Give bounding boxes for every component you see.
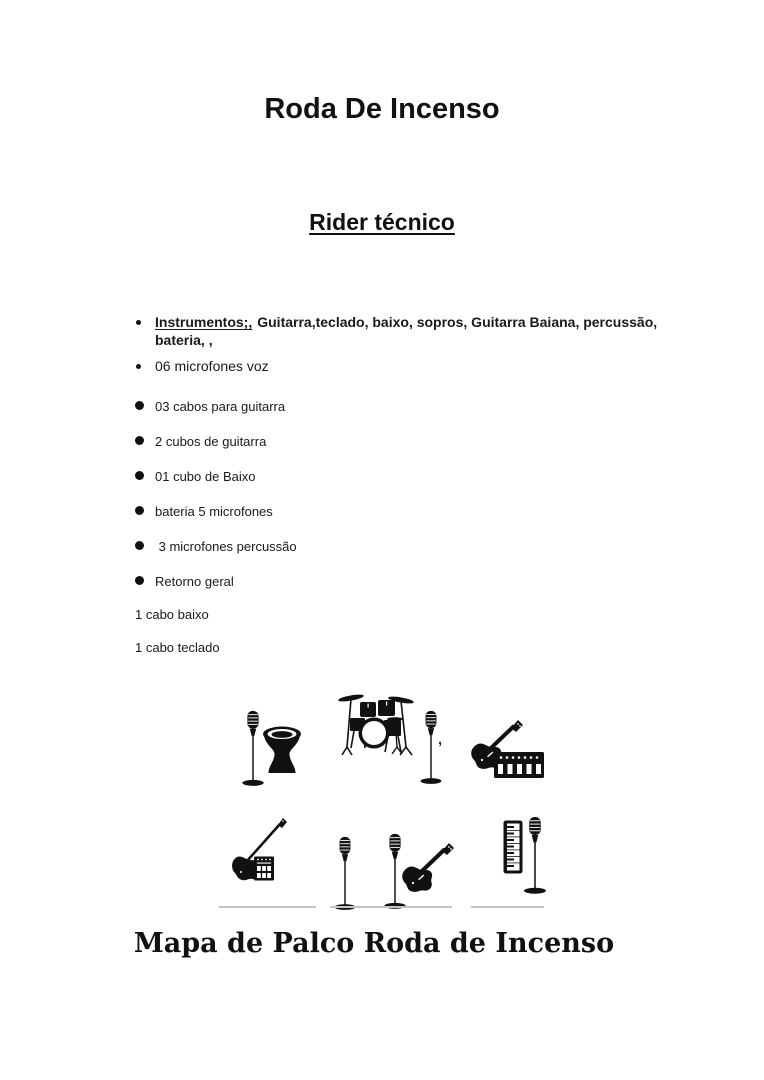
list-item-text: 01 cubo de Baixo [155, 469, 256, 484]
keyboard-icon [503, 820, 523, 874]
bullet-icon [135, 401, 144, 410]
stray-comma: , [438, 731, 443, 748]
instruments-text-line2: bateria, , [155, 332, 213, 348]
djembe-icon [262, 726, 302, 776]
mic-stand-icon [521, 816, 549, 896]
drum-kit-icon [337, 691, 415, 758]
list-item [133, 503, 658, 520]
list-item-text: 03 cabos para guitarra [155, 399, 286, 414]
rider-list [133, 313, 658, 656]
page-subtitle [0, 209, 764, 236]
bullet-icon [135, 471, 144, 480]
list-item-text: Retorno geral [155, 574, 234, 589]
list-item [133, 468, 658, 485]
list-item [133, 398, 658, 415]
list-item-instruments [133, 313, 658, 349]
mic-stand-icon [418, 710, 444, 786]
mic-stand-icon [240, 708, 266, 790]
plain-line: 1 cabo baixo [135, 607, 209, 622]
image-frame-line [330, 906, 452, 908]
list-item [133, 573, 658, 590]
instruments-label: Instrumentos;, [155, 314, 253, 330]
list-item-text: 06 microfones voz [155, 358, 269, 374]
page-title: Roda De Incenso [264, 93, 500, 125]
list-item-text: 3 microfones percussão [155, 539, 297, 554]
electric-guitar-icon [399, 840, 455, 892]
plain-line: 1 cabo teclado [135, 640, 220, 655]
bass-amp-icon [254, 856, 274, 881]
electric-guitar-icon [467, 717, 525, 769]
list-item [133, 433, 658, 450]
list-item [133, 538, 658, 555]
list-item [133, 357, 658, 375]
bullet-icon [135, 576, 144, 585]
bass-guitar-icon [229, 815, 287, 881]
mic-stand-icon [381, 833, 409, 911]
list-item-text: bateria 5 microfones [155, 504, 273, 519]
bullet-icon [136, 364, 141, 369]
bullet-icon [135, 506, 144, 515]
image-frame-line [219, 906, 316, 908]
bullet-icon [135, 436, 144, 445]
guitar-amp-pedalboard-icon [494, 752, 544, 778]
list-item-text: 2 cubos de guitarra [155, 434, 267, 449]
image-frame-line [471, 906, 544, 908]
instruments-text: Guitarra,teclado, baixo, sopros, Guitarra Baiana, percussão, [257, 314, 658, 330]
bullet-icon [136, 320, 141, 325]
mic-stand-icon [331, 836, 359, 912]
bullet-icon [135, 541, 144, 550]
page-subtitle-text: Rider técnico [309, 209, 455, 235]
stage-map-caption: Mapa de Palco Roda de Incenso [133, 928, 615, 959]
